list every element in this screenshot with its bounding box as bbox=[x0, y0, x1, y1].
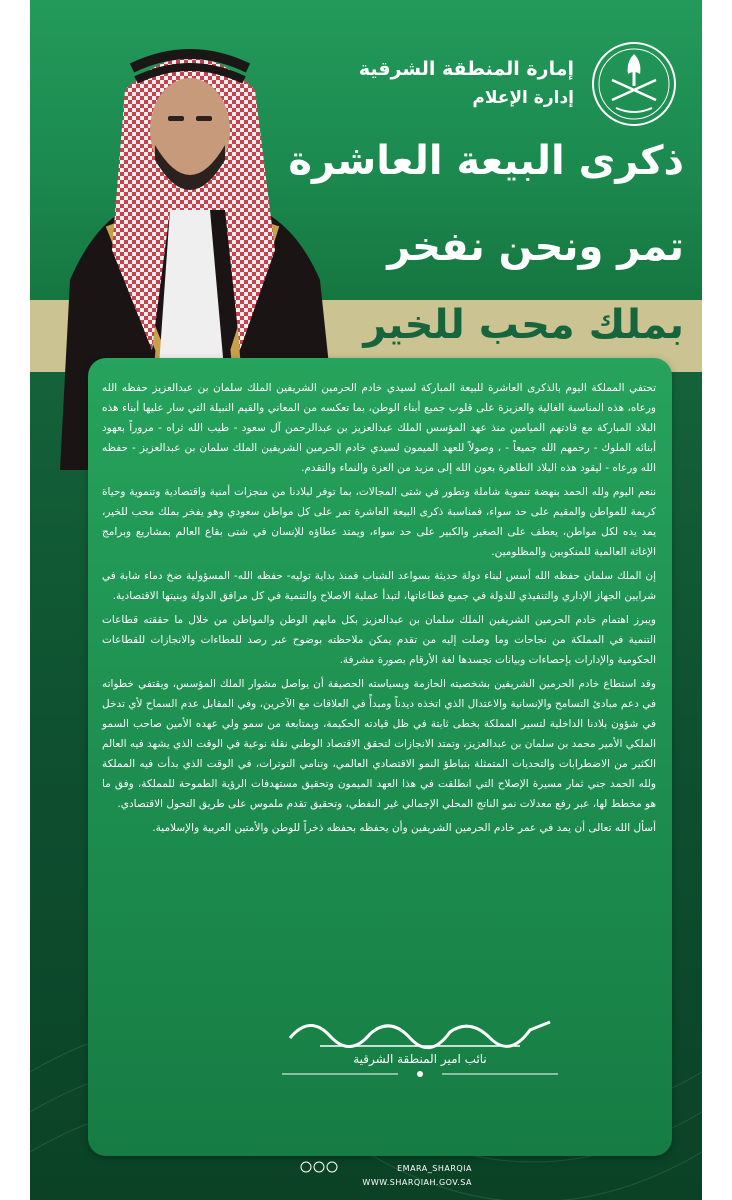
paragraph: أسأل الله تعالى أن يمد في عمر خادم الحرمين الشريفين وأن يحفظه بحفظه ذخراً للوطن والأمتين العربية والإسلامية. bbox=[152, 822, 656, 834]
website-link[interactable]: WWW.SHARQIAH.GOV.SA bbox=[362, 1178, 472, 1187]
paragraph: تحتفي المملكة اليوم بالذكرى العاشرة للبيعة المباركة لسيدي خادم الحرمين الشريفين الملك سلمان بن عبدالعزيز حفظه الله ورعاه، هذه المناسبة الغالية والعزيزة على قلوب جميع أبناء الوطن، بما تعكسه من المعاني والقيم النبيلة التي سار عليها أبناء هذه البلاد المباركة مع قادتهم الميامين منذ عهد المؤسس الملك عبدالعزيز بن عبدالرحمن آل سعود - طيب الله ثراه - مروراً بعهود أبنائه الملوك - رحمهم الله جميعاً - ، وصولاً للعهد الميمون لسيدي خادم الحرمين الشريفين الملك سلمان بن عبدالعزيز - حفظه الله ورعاه - ليقود هذه البلاد الطاهرة بعون الله إلى مزيد من العزة والنماء والتقدم. bbox=[102, 382, 656, 474]
message-body bbox=[102, 378, 656, 842]
paragraph: ويبرز اهتمام خادم الحرمين الشريفين الملك سلمان بن عبدالعزيز بكل مايهم الوطن والمواطن من خلال ما حققته قطاعات التنمية في المملكة من نجاحات وما وصلت إليه من تقدم يمكن ملاحظته بوضوح عبر رصد للعطاءات والانجازات للقطاعات الحكومية والإدارات بإحصاءات وبيانات تجسدها لغة الأرقام بصورة مشرفة. bbox=[102, 614, 656, 666]
org-secondary-name: إدارة الإعلام bbox=[472, 88, 574, 108]
headline-line-3: بملك محب للخير bbox=[363, 302, 684, 348]
paragraph: وقد استطاع خادم الحرمين الشريفين بشخصيته الحازمة وبسياسته الحصيفة أن يواصل مشوار الملك المؤسس، ويقتفي خطواته في دعم مبادئ التسامح والإنسانية والاعتدال الذي اتخذه ديدناً ومبدأً في العلاقات مع الآخرين، وفي المقابل عدم السماح لأي تدخل في شؤون بلادنا الداخلية لتسير المملكة بخطى ثابتة في ظل قيادته الحكيمة، وبمتابعة من سمو ولي عهده الأمين صاحب السمو الملكي الأمير محمد بن سلمان بن عبدالعزيز، وتمتد الانجازات لتحقق الاقتصاد الوطني نقلة نوعية في الوقت الذي يشهد فيه العالم الكثير من الاضطرابات والتحديات المتمثلة بتباطؤ النمو الاقتصادي العالمي، وتنامي التوترات، في الوقت الذي بدأت فيه المملكة ولله الحمد جني ثمار مسيرة الإصلاح التي انطلقت في هذا العهد الميمون وتحقيق مستهدفات الرؤية الطموحة للمملكة، وفق ما هو مخطط لها، عبر رفع معدلات نمو الناتج المحلي الإجمالي غير النفطي، وتحقيق تقدم ملموس على طريق التحول الاقتصادي. bbox=[101, 678, 656, 810]
signature-image bbox=[280, 1008, 560, 1052]
social-media-icons bbox=[300, 1161, 338, 1173]
saudi-emblem-icon bbox=[590, 40, 678, 128]
headline-line-2: تمر ونحن نفخر bbox=[387, 224, 684, 270]
paragraph: إن الملك سلمان حفظه الله أسس لبناء دولة حديثة بسواعد الشباب فمنذ بداية توليه- حفظه الله- المسؤولية ضخ دماء شابة في شرايين الجهاز الإداري والتنفيذي للدولة في جميع قطاعاتها، لتبدأ عملية الاصلاح والتنمية في كل مرافق الدولة وبنيتها الاقتصادية. bbox=[102, 570, 656, 602]
ornament-divider bbox=[278, 1062, 562, 1080]
org-primary-name: إمارة المنطقة الشرقية bbox=[358, 58, 574, 80]
signatory-title: نائب امير المنطقة الشرقية bbox=[353, 1052, 487, 1066]
poster bbox=[30, 0, 702, 1200]
paragraph: ننعم اليوم ولله الحمد بنهضة تنموية شاملة وتطور في شتى المجالات، بما توفر لبلادنا من منجزات أمنية واقتصادية وتنموية وحياة كريمة للمواطن والمقيم على حد سواء، فمناسبة ذكرى البيعة العاشرة تمر على كل مواطن سعودي وهو يفخر بملك محب للخير، يمد يده لكل مواطن، يعطف على الصغير والكبير على حد سواء، ويمتد عطاؤه للإنسان في شتى بقاع العالم بمشاريع وبرامج الإغاثة العالمية للمنكوبين والمظلومين. bbox=[102, 486, 656, 558]
social-handle: EMARA_SHARQIA bbox=[397, 1164, 472, 1173]
headline-line-1: ذكرى البيعة العاشرة bbox=[288, 138, 684, 184]
